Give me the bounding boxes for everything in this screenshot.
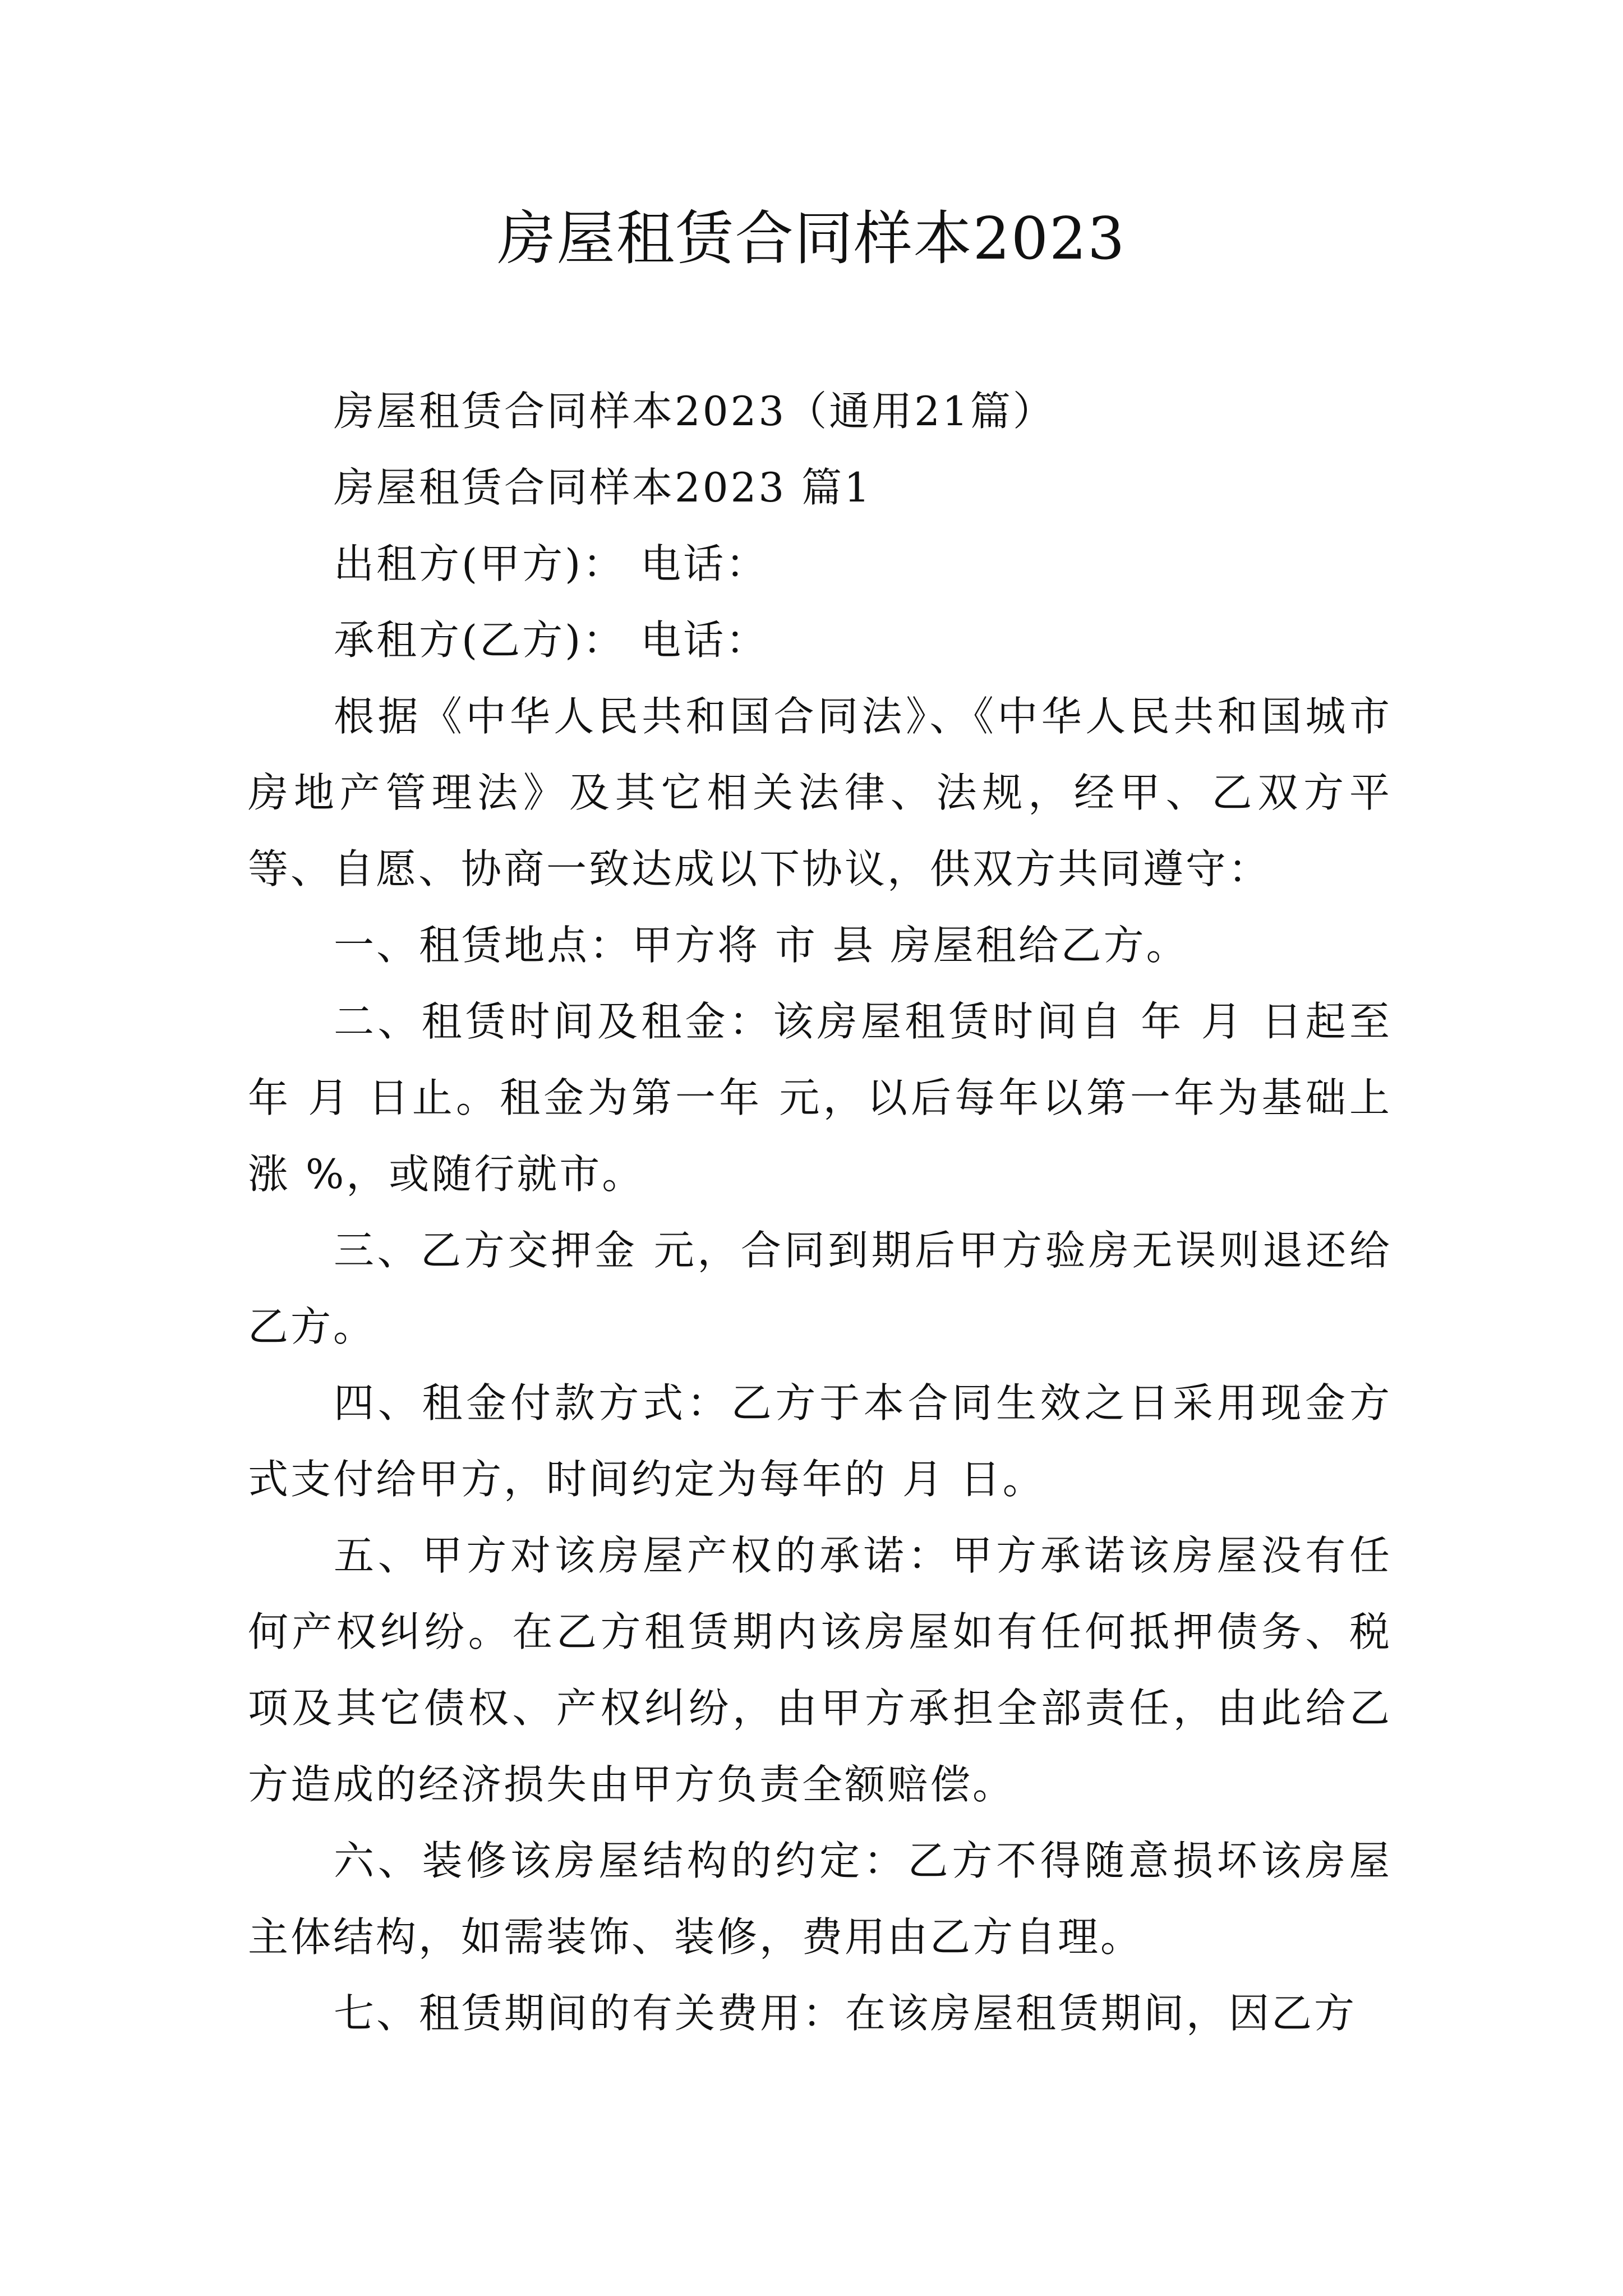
paragraph-lessor: 出租方(甲方)： 电话： (334, 540, 769, 587)
paragraph-section-heading: 房屋租赁合同样本2023 篇1 (334, 464, 872, 511)
clause-1-location: 一、租赁地点：甲方将 市 县 房屋租给乙方。 (334, 922, 1189, 969)
paragraph-lessee: 承租方(乙方)： 电话： (334, 616, 769, 664)
clause-7-fees: 七、租赁期间的有关费用：在该房屋租赁期间，因乙方 (334, 1990, 1357, 2037)
clause-5-ownership: 五、甲方对该房屋产权的承诺：甲方承诺该房屋没有任何产权纠纷。在乙方租赁期内该房屋如有任何抵押债务、税项及其它债权、产权纠纷，由甲方承担全部责任，由此给乙方造成的经济损失由甲方负责全额赔偿。 (248, 1532, 1392, 1808)
paragraph-collection-title: 房屋租赁合同样本2023（通用21篇） (334, 388, 1055, 435)
clause-3-deposit: 三、乙方交押金 元，合同到期后甲方验房无误则退还给乙方。 (248, 1227, 1392, 1350)
clause-6-renovation: 六、装修该房屋结构的约定：乙方不得随意损坏该房屋主体结构，如需装饰、装修，费用由乙方自理。 (248, 1837, 1392, 1961)
paragraph-preamble: 根据《中华人民共和国合同法》、《中华人民共和国城市房地产管理法》及其它相关法律、法规，经甲、乙双方平等、自愿、协商一致达成以下协议，供双方共同遵守： (248, 693, 1392, 892)
clause-2-term-rent: 二、租赁时间及租金：该房屋租赁时间自 年 月 日起至 年 月 日止。租金为第一年 元，以后每年以第一年为基础上涨 %，或随行就市。 (248, 998, 1392, 1198)
clause-4-payment: 四、租金付款方式：乙方于本合同生效之日采用现金方式支付给甲方，时间约定为每年的 月 日。 (248, 1379, 1392, 1503)
document-body (248, 373, 1392, 2051)
document-title: 房屋租赁合同样本2023 (497, 204, 1126, 273)
